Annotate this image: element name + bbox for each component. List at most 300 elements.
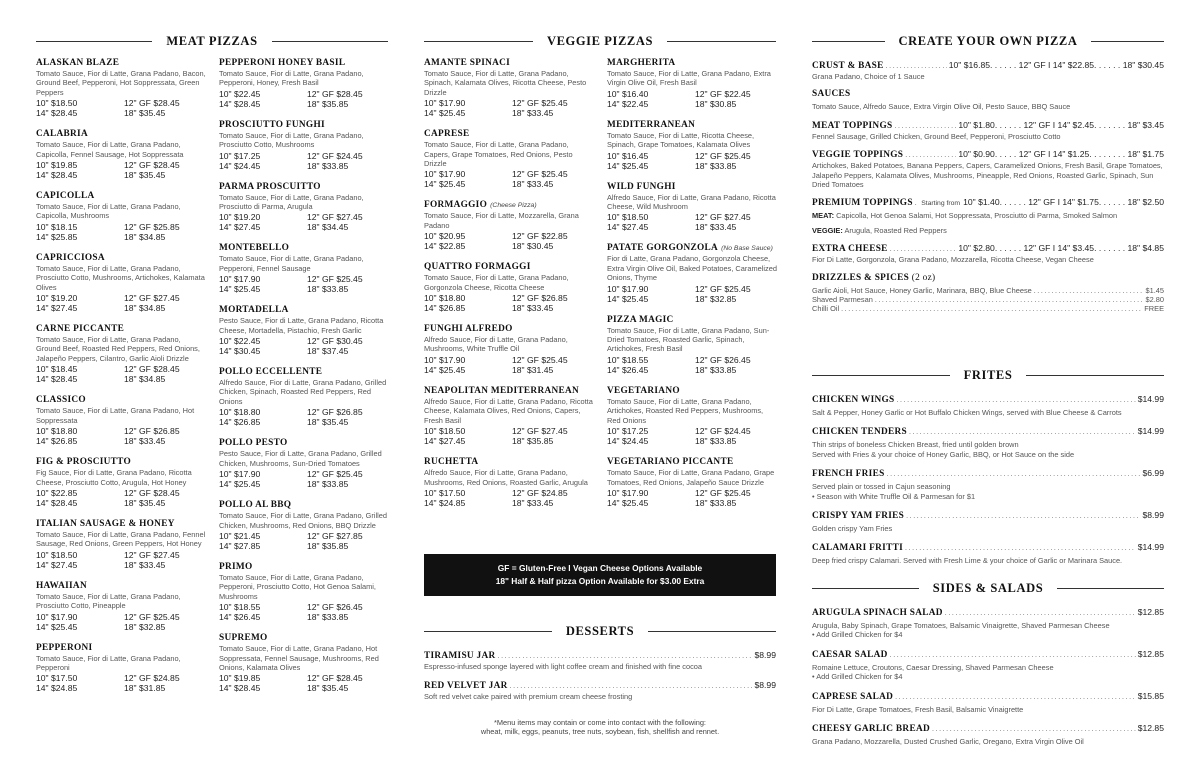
price-12-gf: 12" GF $25.45 (512, 354, 568, 365)
price-14: 14" $26.85 (424, 303, 466, 314)
leader-dots (890, 246, 957, 253)
pizza-name (36, 643, 206, 654)
pizza-name-text: PROSCIUTTO FUNGHI (219, 119, 325, 130)
pizza-desc: Alfredo Sauce, Fior di Latte, Grana Padano, Mushrooms, White Truffle Oil (424, 335, 568, 354)
pizza-name-text: POLLO ECCELLENTE (219, 367, 323, 378)
pizza-prices (607, 426, 777, 446)
price-14: 14" $27.85 (219, 540, 261, 551)
price-18: 18" $35.45 (307, 417, 349, 428)
price-14: 14" $27.45 (219, 222, 261, 233)
pizza-name (607, 315, 777, 326)
meat-toppings-name: MEAT TOPPINGS (812, 120, 893, 131)
disclaimer-line2: wheat, milk, eggs, peanuts, tree nuts, soybean, fish, shellfish and rennet. (480, 727, 720, 737)
pizza-name-text: PATATE GORGONZOLA (607, 243, 719, 254)
drizzles-title: DRIZZLES & SPICES (812, 272, 910, 283)
item-name: CRISPY YAM FRIES (812, 511, 905, 522)
create-your-own-header (812, 30, 1164, 52)
price-12-gf: 12" GF $25.45 (695, 487, 751, 498)
frites-item (812, 394, 1164, 417)
pizza-item (219, 305, 389, 356)
pizza-prices (219, 407, 389, 427)
pizza-name (219, 243, 389, 254)
price-14: 14" $22.45 (607, 98, 649, 109)
desserts-header (424, 620, 776, 642)
pizza-prices (424, 293, 594, 313)
info-banner (424, 554, 776, 596)
pizza-name (607, 120, 777, 131)
drizzle-item (812, 304, 1164, 313)
price-12-gf: 12" GF $25.85 (124, 221, 180, 232)
premium-meat-line (812, 211, 1164, 220)
price-18: 18" $34.85 (124, 303, 166, 314)
price-10: 10" $22.85 (36, 487, 78, 498)
price-10: 10" $18.80 (424, 293, 466, 304)
item-desc-2: Served with Fries & your choice of Honey Garlic, BBQ, or Hot Sauce on the side (812, 449, 1075, 459)
info-banner-line2: 18" Half & Half pizza Option Available for $3.00 Extra (495, 576, 705, 586)
sauces-desc: Tomato Sauce, Alfredo Sauce, Extra Virgin Olive Oil, Pesto Sauce, BBQ Sauce (812, 102, 1071, 112)
veggie-toppings-row (812, 149, 1164, 189)
item-line (812, 542, 1164, 554)
pizza-name (607, 182, 777, 193)
price-18: 18" $35.85 (307, 540, 349, 551)
pizza-name (424, 200, 594, 211)
price-12-gf: 12" GF $28.45 (307, 88, 363, 99)
price-14: 14" $27.45 (36, 559, 78, 570)
pizza-desc: Tomato Sauce, Fior di Latte, Grana Padano, Artichokes, Roasted Red Peppers, Mushrooms, Red Onions (607, 396, 764, 425)
price-10: 10" $17.90 (607, 283, 649, 294)
price-14: 14" $26.85 (36, 436, 78, 447)
price-12-gf: 12" GF $24.85 (124, 673, 180, 684)
price-18: 18" $37.45 (307, 346, 349, 357)
price-18: 18" $33.85 (695, 497, 737, 508)
pizza-prices (424, 426, 594, 446)
pizza-name-text: POLLO PESTO (219, 438, 288, 449)
price-12-gf: 12" GF $28.45 (124, 364, 180, 375)
pizza-item (219, 633, 389, 693)
pizza-name (424, 386, 594, 397)
veggie-toppings-prices: 10" $0.90. . . . . 12" GF I 14" $1.25. . . . . . . . 18" $1.75 (958, 149, 1164, 160)
item-line (812, 394, 1164, 406)
meat-toppings-desc: Fennel Sausage, Grilled Chicken, Ground Beef, Pepperoni, Prosciutto Cotto (812, 131, 1061, 141)
item-line (812, 723, 1164, 735)
dessert-item (424, 650, 776, 671)
pizza-desc: Tomato Sauce, Fior di Latte, Grana Padano, Hot Soppressata (36, 406, 195, 425)
dessert-item (424, 680, 776, 701)
pizza-prices (36, 673, 206, 693)
frites-item (812, 426, 1164, 459)
pizza-desc: Alfredo Sauce, Fior di Latte, Grana Padano, Grilled Chicken, Spinach, Roasted Red Peppers, Red Onions (219, 378, 387, 406)
price-14: 14" $28.45 (36, 170, 78, 181)
price-14: 14" $25.45 (424, 179, 466, 190)
price-12-gf: 12" GF $27.85 (307, 530, 363, 541)
frites-item (812, 510, 1164, 533)
premium-toppings-prices: 10" $1.40. . . . . . 12" GF I 14" $1.75. . . . . . 18" $2.50 (963, 197, 1164, 208)
price-12-gf: 12" GF $25.45 (124, 611, 180, 622)
item-name: CAPRESE SALAD (812, 691, 894, 702)
price-14: 14" $25.45 (607, 160, 649, 171)
price-18: 18" $32.85 (695, 293, 737, 304)
price-14: 14" $25.45 (424, 108, 466, 119)
pizza-name-text: NEAPOLITAN MEDITERRANEAN (424, 385, 580, 396)
pizza-prices (607, 151, 777, 171)
pizza-name-text: ITALIAN SAUSAGE & HONEY (36, 518, 175, 529)
item-name: FRENCH FRIES (812, 469, 885, 480)
pizza-name (219, 367, 389, 378)
price-14: 14" $26.85 (219, 417, 261, 428)
pizza-item (424, 129, 594, 189)
crust-base-name: CRUST & BASE (812, 61, 884, 71)
veggie-list-left (424, 58, 594, 519)
price-18: 18" $33.45 (512, 179, 554, 190)
item-desc: Grana Padano, Mozzarella, Dusted Crushed Garlic, Oregano, Extra Virgin Olive Oil (812, 737, 1084, 747)
pizza-item (219, 182, 389, 233)
pizza-item (424, 457, 594, 508)
pizza-prices (219, 274, 389, 294)
pizza-name-text: CAPRICCIOSA (36, 252, 105, 263)
price-12-gf: 12" GF $30.45 (307, 336, 363, 347)
item-name: ARUGULA SPINACH SALAD (812, 608, 943, 618)
leader-dots (498, 653, 753, 660)
price-18: 18" $35.45 (124, 497, 166, 508)
sauces-name: SAUCES (812, 89, 851, 100)
item-price: $15.85 (1137, 690, 1164, 701)
price-12-gf: 12" GF $27.45 (512, 426, 568, 437)
pizza-prices (36, 426, 206, 446)
price-10: 10" $17.90 (424, 98, 466, 109)
drizzle-price: $1.45 (1145, 285, 1164, 295)
item-price: $6.99 (1142, 468, 1164, 479)
premium-starting-label: Starting from (921, 200, 961, 208)
pizza-desc: Tomato Sauce, Fior di Latte, Grana Padano, Prosciutto Cotto, Mushrooms, Artichokes, Kalamata Olives (36, 263, 205, 292)
premium-meat-desc: Capicolla, Hot Genoa Salami, Hot Soppressata, Prosciutto di Parma, Smoked Salmon (836, 211, 1118, 221)
item-name: CHICKEN WINGS (812, 395, 895, 405)
price-14: 14" $28.45 (36, 497, 78, 508)
price-10: 10" $22.45 (219, 88, 261, 99)
item-addon: • Add Grilled Chicken for $4 (812, 672, 903, 682)
pizza-name-text: FIG & PROSCIUTTO (36, 457, 132, 468)
pizza-name-text: CARNE PICCANTE (36, 324, 125, 335)
price-18: 18" $34.45 (307, 222, 349, 233)
pizza-desc: Tomato Sauce, Fior di Latte, Grana Padano, Ground Beef, Roasted Red Peppers, Red Onions, Jalapeño Peppers, Cilantro, Garlic Aioli Drizzle (36, 335, 200, 363)
price-10: 10" $18.50 (36, 98, 78, 109)
item-name: CHICKEN TENDERS (812, 427, 907, 438)
pizza-item (607, 386, 777, 446)
frites-item (812, 468, 1164, 501)
pizza-prices (36, 488, 206, 508)
price-18: 18" $35.45 (124, 170, 166, 181)
pizza-desc: Fig Sauce, Fior di Latte, Grana Padano, Ricotta Cheese, Prosciutto Cotto, Arugula, Hot Honey (36, 468, 192, 487)
pizza-item (607, 457, 777, 508)
item-desc: Deep fried crispy Calamari. Served with Fresh Lime & your choice of Garlic or Marinara Sauce. (812, 556, 1123, 566)
price-12-gf: 12" GF $26.85 (307, 407, 363, 418)
meat-list-right (219, 58, 389, 704)
pizza-item (36, 253, 206, 313)
pizza-name (36, 519, 206, 530)
pizza-desc: Tomato Sauce, Fior di Latte, Grana Padano, Pepperoni (36, 653, 181, 672)
pizza-name-text: PEPPERONI (36, 642, 93, 653)
extra-cheese-name: EXTRA CHEESE (812, 244, 888, 255)
item-price: $8.99 (1142, 510, 1164, 521)
item-desc: Served plain or tossed in Cajun seasoning (812, 482, 951, 492)
price-10: 10" $22.45 (219, 336, 261, 347)
price-18: 18" $33.85 (695, 364, 737, 375)
leader-dots (895, 694, 1136, 701)
drizzle-price: $2.80 (1145, 295, 1164, 305)
price-10: 10" $19.20 (36, 293, 78, 304)
pizza-item (607, 315, 777, 375)
pizza-item (36, 324, 206, 384)
price-10: 10" $18.55 (219, 602, 261, 613)
premium-veggie-line (812, 226, 1164, 235)
pizza-prices (424, 231, 594, 251)
item-desc: Golden crispy Yam Fries (812, 524, 893, 534)
pizza-name (36, 253, 206, 264)
pizza-item (36, 581, 206, 632)
sides-item (812, 723, 1164, 746)
pizza-item (36, 191, 206, 242)
pizza-name-text: CAPICOLLA (36, 191, 95, 202)
price-12-gf: 12" GF $28.45 (124, 160, 180, 171)
pizza-item (607, 120, 777, 171)
price-14: 14" $25.45 (424, 364, 466, 375)
crust-base-desc: Grana Padano, Choice of 1 Sauce (812, 72, 925, 81)
pizza-prices (607, 89, 777, 109)
price-18: 18" $35.85 (307, 98, 349, 109)
pizza-desc: Tomato Sauce, Fior di Latte, Grana Padano, Gorgonzola Cheese, Ricotta Cheese (424, 273, 569, 292)
pizza-item (36, 457, 206, 508)
price-14: 14" $24.85 (424, 497, 466, 508)
premium-toppings-name: PREMIUM TOPPINGS (812, 198, 913, 209)
price-18: 18" $35.45 (124, 108, 166, 119)
dessert-desc: Espresso-infused sponge layered with light coffee cream and finished with fine cocoa (424, 662, 702, 671)
pizza-name (219, 120, 389, 131)
price-12-gf: 12" GF $24.45 (695, 426, 751, 437)
price-14: 14" $27.45 (607, 222, 649, 233)
leader-dots (915, 200, 919, 207)
price-14: 14" $25.85 (36, 231, 78, 242)
price-10: 10" $17.25 (219, 150, 261, 161)
extra-cheese-desc: Fior Di Latte, Gorgonzola, Grana Padano, Mozzarella, Ricotta Cheese, Vegan Cheese (812, 255, 1094, 265)
veggie-pizzas-title: VEGGIE PIZZAS (546, 33, 654, 48)
pizza-item (219, 120, 389, 171)
leader-dots (890, 652, 1136, 659)
meat-toppings-prices: 10" $1.80. . . . . . 12" GF I 14" $2.45. . . . . . . 18" $3.45 (958, 119, 1164, 130)
price-12-gf: 12" GF $26.45 (307, 602, 363, 613)
pizza-prices (219, 89, 389, 109)
price-10: 10" $17.90 (607, 487, 649, 498)
pizza-name (219, 182, 389, 193)
price-12-gf: 12" GF $27.45 (124, 549, 180, 560)
price-10: 10" $18.15 (36, 221, 78, 232)
pizza-name (424, 129, 594, 140)
pizza-prices (36, 293, 206, 313)
price-10: 10" $21.45 (219, 530, 261, 541)
pizza-name (36, 324, 206, 335)
price-14: 14" $30.45 (219, 346, 261, 357)
leader-dots (905, 545, 1136, 552)
pizza-name-text: FORMAGGIO (424, 200, 488, 211)
pizza-desc: Tomato Sauce, Fior di Latte, Grana Padano, Bacon, Ground Beef, Pepperoni, Hot Soppressata, Green Peppers (36, 69, 206, 97)
pizza-name-text: MONTEBELLO (219, 243, 290, 254)
pizza-prices (36, 612, 206, 632)
item-line (812, 649, 1164, 661)
price-14: 14" $25.45 (36, 621, 78, 632)
pizza-prices (219, 602, 389, 622)
desserts-title: DESSERTS (565, 623, 635, 638)
price-14: 14" $28.45 (219, 683, 261, 694)
pizza-name-text: CAPRESE (424, 129, 470, 140)
price-14: 14" $25.45 (607, 497, 649, 508)
dessert-price: $8.99 (754, 650, 776, 660)
drizzle-item (812, 286, 1164, 295)
item-price: $12.85 (1137, 723, 1164, 734)
price-14: 14" $25.45 (607, 293, 649, 304)
pizza-name-text: PEPPERONI HONEY BASIL (219, 58, 346, 68)
price-14: 14" $25.45 (219, 479, 261, 490)
pizza-name (36, 129, 206, 140)
pizza-prices (219, 469, 389, 489)
pizza-prices (219, 531, 389, 551)
price-14: 14" $28.45 (36, 108, 78, 119)
pizza-name-text: PIZZA MAGIC (607, 314, 674, 325)
price-18: 18" $33.45 (124, 436, 166, 447)
price-10: 10" $18.55 (607, 354, 649, 365)
price-10: 10" $17.90 (219, 274, 261, 285)
price-12-gf: 12" GF $22.45 (695, 88, 751, 99)
price-18: 18" $33.85 (307, 284, 349, 295)
pizza-name (219, 58, 389, 69)
leader-dots (841, 306, 1142, 313)
pizza-prices (219, 151, 389, 171)
item-price: $14.99 (1137, 542, 1164, 553)
sides-list (812, 607, 1164, 746)
pizza-name (424, 58, 594, 69)
price-10: 10" $18.80 (219, 407, 261, 418)
price-10: 10" $17.90 (424, 354, 466, 365)
pizza-item (424, 262, 594, 313)
pizza-name (219, 562, 389, 573)
price-18: 18" $34.85 (124, 231, 166, 242)
pizza-name (424, 262, 594, 273)
leader-dots (897, 397, 1136, 404)
sides-item (812, 649, 1164, 682)
disclaimer-line1: *Menu items may contain or come into contact with the following: (494, 717, 706, 727)
pizza-name (607, 457, 777, 468)
pizza-name-text: VEGETARIANO PICCANTE (607, 457, 734, 468)
leader-dots (932, 726, 1136, 733)
frites-item (812, 542, 1164, 565)
price-12-gf: 12" GF $28.45 (124, 98, 180, 109)
pizza-name-text: SUPREMO (219, 633, 268, 644)
meat-list-left (36, 58, 206, 704)
drizzle-label: Chilli Oil (812, 304, 840, 314)
pizza-name-text: CLASSICO (36, 395, 86, 406)
veggie-toppings-desc: Artichokes, Baked Potatoes, Banana Peppers, Capers, Caramelized Onions, Fresh Basil, Grape Tomatoes, Jalapeño Peppers, Kalamata Olives, Mushrooms, Pineapple, Red Onions, Roasted Garlic, Spinach, Sun Dried Tomatoes (812, 161, 1163, 190)
pizza-desc: Tomato Sauce, Fior di Latte, Grana Padano, Capicolla, Fennel Sausage, Hot Soppressata (36, 140, 184, 159)
pizza-name (424, 457, 594, 468)
pizza-name (36, 457, 206, 468)
price-12-gf: 12" GF $25.45 (512, 98, 568, 109)
price-18: 18" $33.85 (307, 160, 349, 171)
pizza-desc: Tomato Sauce, Fior di Latte, Grana Padano, Capers, Grape Tomatoes, Red Onions, Pesto Drizzle (424, 140, 573, 169)
pizza-item (424, 58, 594, 118)
pizza-desc: Alfredo Sauce, Fior di Latte, Grana Padano, Ricotta Cheese, Wild Mushroom (607, 192, 776, 212)
pizza-name (219, 305, 389, 316)
price-12-gf: 12" GF $24.85 (512, 487, 568, 498)
price-18: 18" $31.45 (512, 364, 554, 375)
pizza-prices (219, 673, 389, 693)
pizza-name-text: MARGHERITA (607, 58, 676, 68)
pizza-name-text: RUCHETTA (424, 457, 479, 468)
price-14: 14" $26.45 (607, 364, 649, 375)
pizza-desc: Tomato Sauce, Fior di Latte, Grana Padano, Spinach, Kalamata Olives, Ricotta Cheese, Pesto Drizzle (424, 69, 587, 97)
veggie-pizzas-header (424, 30, 776, 52)
item-line (812, 607, 1164, 619)
pizza-prices (424, 169, 594, 189)
price-14: 14" $24.45 (219, 160, 261, 171)
pizza-name-text: HAWAIIAN (36, 580, 87, 591)
sides-item (812, 691, 1164, 714)
pizza-name (607, 243, 777, 254)
price-18: 18" $33.45 (512, 497, 554, 508)
pizza-item (424, 386, 594, 446)
pizza-item (424, 200, 594, 251)
sides-header (812, 577, 1164, 599)
pizza-desc: Tomato Sauce, Fior di Latte, Grana Padano, Prosciutto Cotto, Pineapple (36, 591, 181, 611)
price-10: 10" $16.45 (607, 150, 649, 161)
leader-dots (887, 471, 1141, 478)
pizza-item (219, 438, 389, 489)
item-price: $12.85 (1137, 648, 1164, 659)
pizza-desc: Tomato Sauce, Fior di Latte, Grana Padano, Pepperoni, Fennel Sausage (219, 254, 364, 273)
price-14: 14" $22.85 (424, 241, 466, 252)
item-desc: Arugula, Baby Spinach, Grape Tomatoes, Balsamic Vinaigrette, Shaved Parmesan Cheese (812, 621, 1110, 630)
pizza-desc: Fior di Latte, Grana Padano, Gorgonzola Cheese, Extra Virgin Olive Oil, Baked Potatoes, Caramelized Onions, Thyme (607, 254, 777, 283)
dessert-price: $8.99 (754, 680, 776, 691)
item-price: $14.99 (1137, 394, 1164, 404)
pizza-item (607, 182, 777, 233)
price-12-gf: 12" GF $27.45 (695, 212, 751, 223)
item-line (812, 510, 1164, 522)
price-10: 10" $19.20 (219, 212, 261, 223)
price-18: 18" $33.85 (307, 479, 349, 490)
premium-veggie-label: VEGGIE: (812, 225, 843, 235)
pizza-item (36, 58, 206, 118)
price-12-gf: 12" GF $28.45 (307, 673, 363, 684)
price-10: 10" $18.45 (36, 364, 78, 375)
price-14: 14" $27.45 (424, 436, 466, 447)
price-18: 18" $35.45 (307, 683, 349, 694)
drizzle-item (812, 295, 1164, 304)
item-line (812, 426, 1164, 438)
price-12-gf: 12" GF $26.85 (124, 426, 180, 437)
create-your-own-section (812, 30, 1164, 747)
pizza-prices (36, 550, 206, 570)
pizza-name-text: PARMA PROSCUITTO (219, 181, 321, 192)
pizza-name (424, 324, 594, 335)
pizza-desc: Pesto Sauce, Fior di Latte, Grana Padano, Grilled Chicken, Mushrooms, Sun-Dried Tomatoes (219, 449, 382, 468)
price-12-gf: 12" GF $27.45 (124, 293, 180, 304)
pizza-name-text: ALASKAN BLAZE (36, 58, 120, 68)
price-14: 14" $24.85 (36, 683, 78, 694)
pizza-desc: Alfredo Sauce, Fior di Latte, Grana Padano, Mushrooms, Red Onions, Roasted Garlic, Arugula (424, 468, 588, 487)
pizza-name-text: MORTADELLA (219, 305, 289, 316)
pizza-item (36, 129, 206, 180)
pizza-item (36, 395, 206, 446)
price-14: 14" $24.45 (607, 436, 649, 447)
premium-meat-label: MEAT: (812, 211, 835, 221)
pizza-name-text: FUNGHI ALFREDO (424, 324, 513, 335)
